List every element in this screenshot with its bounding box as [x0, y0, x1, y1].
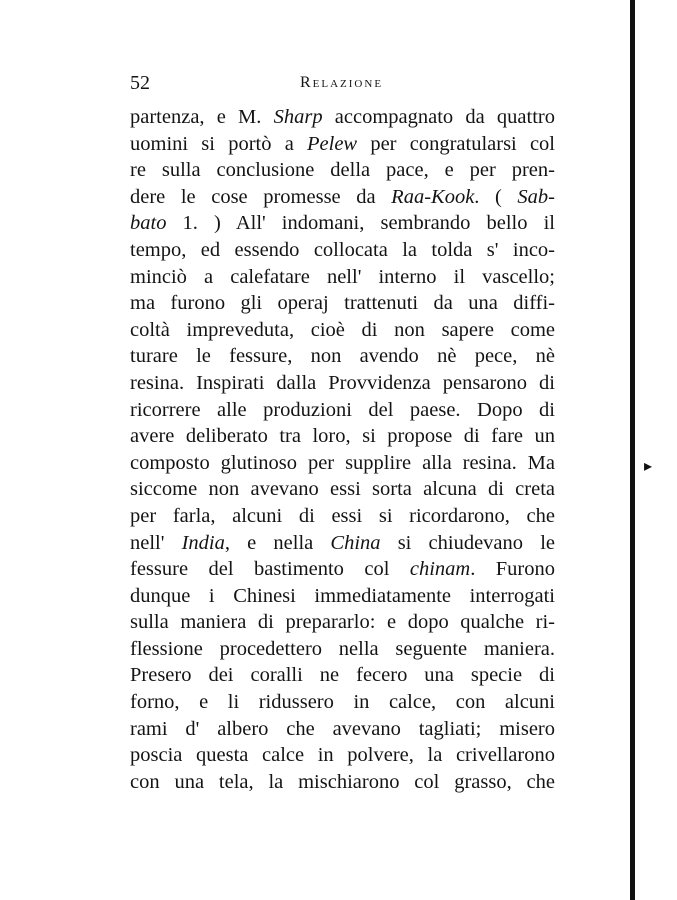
page-header — [130, 70, 560, 96]
text-line — [130, 397, 555, 424]
body-text — [130, 104, 555, 795]
text-segment: nell' — [130, 531, 182, 554]
text-segment: 1. ) All' indomani, sembrando bello il — [166, 212, 555, 235]
text-line — [130, 503, 555, 530]
text-line — [130, 769, 555, 796]
text-segment: , e nella — [224, 531, 331, 554]
text-segment: dunque i Chinesi immediatamente interrogati — [130, 584, 555, 607]
text-line — [130, 131, 555, 158]
text-line — [130, 662, 555, 689]
text-line — [130, 716, 555, 743]
text-segment: per farla, alcuni di essi si ricordarono, che — [130, 504, 555, 527]
text-segment: rami d' albero che avevano tagliati; misero — [130, 717, 555, 740]
text-segment: sulla maniera di prepararlo: e dopo qualche ri- — [130, 611, 555, 634]
text-segment: ma furono gli operaj trattenuti da una diffi- — [130, 292, 555, 315]
text-line — [130, 530, 555, 557]
text-line — [130, 583, 555, 610]
binding-edge-rule — [630, 0, 635, 900]
text-segment: . ( — [474, 185, 518, 208]
text-segment: composto glutinoso per supplire alla resina. Ma — [130, 451, 555, 474]
text-segment: dere le cose promesse da — [130, 185, 392, 208]
text-line — [130, 636, 555, 663]
text-segment: resina. Inspirati dalla Provvidenza pensarono di — [130, 371, 555, 394]
text-segment: flessione procedettero nella seguente maniera. — [130, 637, 555, 660]
text-line — [130, 184, 555, 211]
text-segment: tempo, ed essendo collocata la tolda s' inco- — [130, 238, 555, 261]
text-segment: uomini si portò a — [130, 132, 308, 155]
text-line — [130, 104, 555, 131]
text-segment: avere deliberato tra loro, si propose di fare un — [130, 425, 555, 448]
text-segment: forno, e li ridussero in calce, con alcuni — [130, 691, 555, 714]
text-segment: poscia questa calce in polvere, la crivellarono — [130, 744, 555, 767]
text-line — [130, 343, 555, 370]
text-segment: Presero dei coralli ne fecero una specie di — [130, 664, 555, 687]
text-segment: per congratularsi col — [357, 132, 555, 155]
italic-text: chinam — [409, 558, 471, 581]
text-segment: turare le fessure, non avendo nè pece, nè — [130, 345, 555, 368]
text-segment: . Furono — [470, 558, 555, 581]
page-number: 52 — [130, 72, 150, 94]
text-segment: siccome non avevano essi sorta alcuna di creta — [130, 478, 555, 501]
text-line — [130, 210, 555, 237]
text-line — [130, 290, 555, 317]
text-line — [130, 450, 555, 477]
text-segment: fessure del bastimento col — [130, 558, 410, 581]
italic-text: Pelew — [307, 132, 358, 155]
text-line — [130, 476, 555, 503]
text-segment: minciò a calefatare nell' interno il vascello; — [130, 265, 555, 288]
text-line — [130, 317, 555, 344]
text-line — [130, 742, 555, 769]
text-line — [130, 157, 555, 184]
italic-text: bato — [130, 212, 167, 235]
text-segment: con una tela, la mischiarono col grasso, che — [130, 770, 555, 793]
text-segment: accompagnato da quattro — [322, 106, 555, 128]
running-head: Relazione — [300, 74, 384, 91]
text-segment: re sulla conclusione della pace, e per pren- — [130, 159, 555, 182]
text-segment: coltà impreveduta, cioè di non sapere come — [130, 318, 555, 341]
text-line — [130, 423, 555, 450]
italic-text: Sharp — [273, 106, 323, 128]
text-line — [130, 237, 555, 264]
text-segment: partenza, e M. — [130, 106, 274, 128]
text-line — [130, 689, 555, 716]
binding-notch-mark: ▸ — [644, 456, 653, 475]
text-segment: si chiudevano le — [380, 531, 555, 554]
italic-text: China — [330, 531, 381, 554]
text-line — [130, 609, 555, 636]
text-segment: ricorrere alle produzioni del paese. Dopo di — [130, 398, 555, 421]
italic-text: Sab- — [517, 185, 555, 208]
text-line — [130, 370, 555, 397]
italic-text: Raa-Kook — [391, 185, 475, 208]
text-line — [130, 556, 555, 583]
italic-text: India — [181, 531, 225, 554]
text-line — [130, 264, 555, 291]
